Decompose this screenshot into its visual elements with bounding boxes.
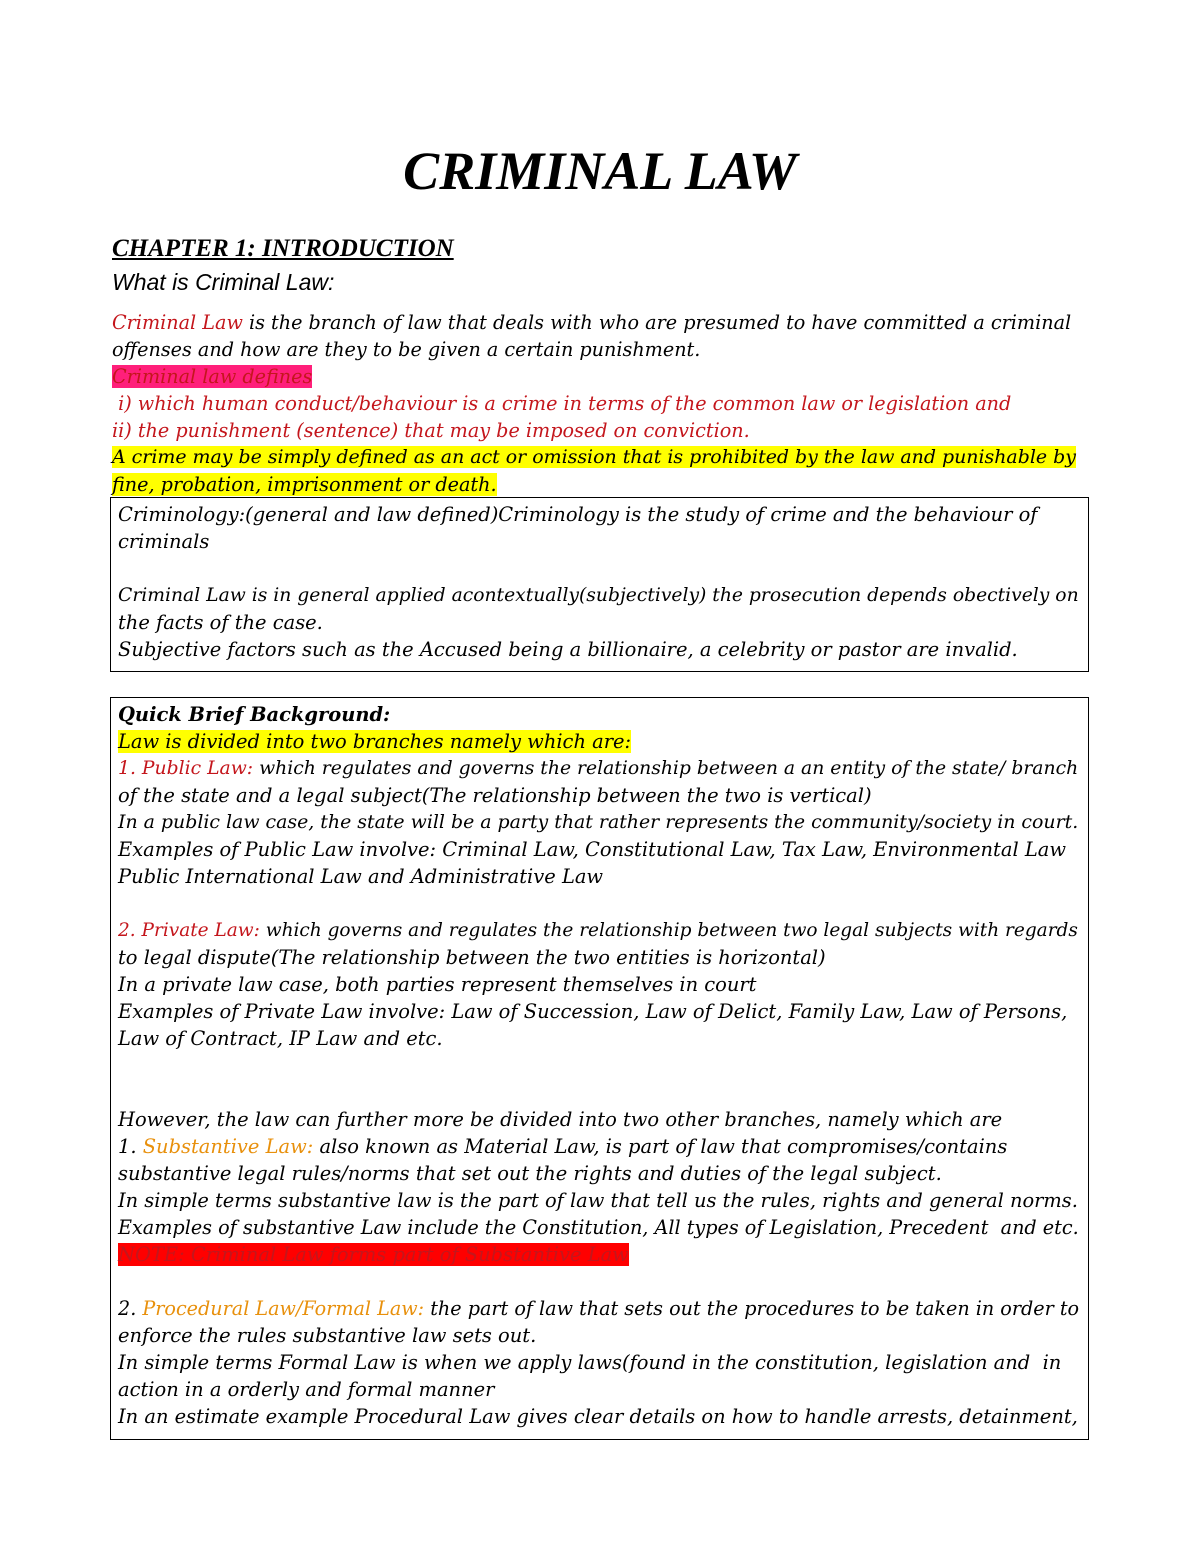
crime-definition-line-1: [112, 444, 1092, 471]
defines-item-i: i) which human conduct/behaviour is a crime in terms of the common law or legislation and: [112, 392, 1012, 415]
crime-definition-highlight-2: fine, probation, imprisonment or death.: [112, 473, 497, 496]
substantive-law-line-4: Examples of substantive Law include the Constitution, All types of Legislation, Precedent and etc.: [118, 1216, 1079, 1239]
private-law-line-2: to legal dispute(The relationship between the two entities is horizontal): [118, 946, 826, 969]
intro-line-1: [112, 309, 1092, 336]
procedural-law-line-3: In simple terms Formal Law is when we apply laws(found in the constitution, legislation and in: [118, 1351, 1062, 1374]
procedural-law-line-5: In an estimate example Procedural Law gives clear details on how to handle arrests, detainment,: [118, 1405, 1078, 1428]
substantive-law-line-1: [118, 1133, 1081, 1160]
intro-line-2: offenses and how are they to be given a certain punishment.: [112, 338, 701, 361]
background-heading: Quick Brief Background:: [118, 703, 391, 726]
procedural-law-label: Procedural Law/Formal Law:: [142, 1297, 425, 1320]
crime-definition-line-2: [112, 471, 1092, 498]
defines-item-ii: ii) the punishment (sentence) that may be imposed on conviction.: [112, 419, 750, 442]
criminology-line-2: criminals: [118, 530, 210, 553]
public-law-line-4: Examples of Public Law involve: Criminal Law, Constitutional Law, Tax Law, Environmental Law: [118, 838, 1066, 861]
note-line: [118, 1241, 1081, 1268]
criminal-law-term: Criminal Law: [112, 311, 243, 334]
private-law-line-3: In a private law case, both parties represent themselves in court: [118, 973, 757, 996]
defines-label: Criminal law defines: [112, 365, 313, 388]
spacer: [118, 1079, 1081, 1106]
note-highlight: NOTE: Criminal Law forms part of Substantive Law: [118, 1243, 629, 1266]
private-law-line-5: Law of Contract, IP Law and etc.: [118, 1027, 443, 1050]
however-line: However, the law can further more be divided into two other branches, namely which are: [118, 1108, 1003, 1131]
substantive-law-line-1-rest: also known as Material Law, is part of law that compromises/contains: [313, 1135, 1008, 1158]
private-law-line-1-rest: which governs and regulates the relationship between two legal subjects with regards: [259, 920, 1078, 941]
public-law-line-5: Public International Law and Administrative Law: [118, 865, 604, 888]
private-law-line-4: Examples of Private Law involve: Law of Succession, Law of Delict, Family Law, Law of Persons,: [118, 1000, 1068, 1023]
crime-definition-highlight-1: A crime may be simply defined as an act or omission that is prohibited by the law and punishable by: [112, 446, 1076, 468]
procedural-law-line-1: [118, 1295, 1081, 1322]
spacer: [118, 555, 1081, 582]
criminology-line-4: the facts of the case.: [118, 611, 323, 634]
intro-section: [112, 309, 1092, 498]
public-law-line-3: In a public law case, the state will be a party that rather represents the community/society in court.: [118, 811, 1079, 833]
substantive-law-number: 1.: [118, 1135, 143, 1158]
substantive-law-line-3: In simple terms substantive law is the part of law that tell us the rules, rights and general norms.: [118, 1189, 1078, 1212]
public-law-label: 1. Public Law:: [118, 758, 254, 779]
criminology-line-1: Criminology:(general and law defined)Criminology is the study of crime and the behaviour of: [118, 503, 1038, 526]
public-law-line-1-rest: which regulates and governs the relationship between a an entity of the state/ branch: [253, 758, 1079, 779]
substantive-law-line-2: substantive legal rules/norms that set out the rights and duties of the legal subject.: [118, 1162, 942, 1185]
private-law-line-1: [118, 917, 1081, 944]
intro-line-1-rest: is the branch of law that deals with who are presumed to have committed a criminal: [242, 311, 1072, 334]
criminology-box: [110, 497, 1089, 672]
background-box: [110, 697, 1089, 1440]
procedural-law-line-4: action in a orderly and formal manner: [118, 1378, 495, 1401]
branches-highlight: Law is divided into two branches namely which are:: [118, 730, 632, 753]
procedural-law-number: 2.: [118, 1297, 143, 1320]
defines-line: [112, 363, 1092, 390]
public-law-line-2: of the state and a legal subject(The relationship between the two is vertical): [118, 784, 872, 807]
section-subheading: What is Criminal Law:: [112, 269, 335, 295]
procedural-law-line-2: enforce the rules substantive law sets out.: [118, 1324, 537, 1347]
criminology-line-3: Criminal Law is in general applied acontextually(subjectively) the prosecution depends obectively on: [118, 585, 1079, 606]
chapter-heading: CHAPTER 1: INTRODUCTION: [112, 235, 454, 262]
private-law-label: 2. Private Law:: [118, 920, 260, 941]
document-title: CRIMINAL LAW: [403, 141, 797, 201]
spacer: [118, 890, 1081, 917]
spacer: [118, 1052, 1081, 1079]
substantive-law-label: Substantive Law:: [142, 1135, 314, 1158]
branches-line: [118, 728, 1081, 755]
spacer: [118, 1268, 1081, 1295]
criminology-line-5: Subjective factors such as the Accused being a billionaire, a celebrity or pastor are invalid.: [118, 638, 1018, 661]
public-law-line-1: [118, 755, 1081, 782]
procedural-law-line-1-rest: the part of law that sets out the procedures to be taken in order to: [424, 1297, 1080, 1320]
